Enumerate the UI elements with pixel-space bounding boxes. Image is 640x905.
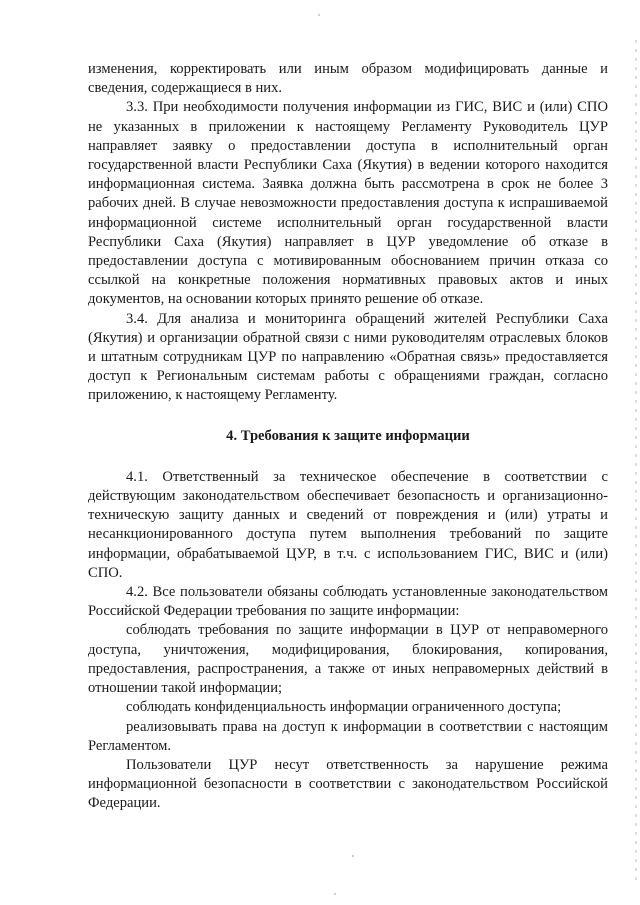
paragraph-3-3: 3.3. При необходимости получения информации из ГИС, ВИС и (или) СПО не указанных в приложении к настоящему Регламенту Руководитель ЦУР направляет заявку о предоставлении доступа в исполнительный орган государственной власти Республики Саха (Якутия) в ведении которого находится информационная система. Заявка должна быть рассмотрена в срок не более 3 рабочих дней. В случае невозможности предоставления доступа к испрашиваемой информационной системе исполнительный орган государственной власти Республики Саха (Якутия) направляет в ЦУР уведомление об отказе в предоставлении доступа с мотивированным обоснованием причин отказа со ссылкой на конкретные положения нормативных правовых актов и иных документов, на основании которых принято решение об отказе. (88, 99, 608, 308)
paragraph-4-1: 4.1. Ответственный за техническое обеспечение в соответствии с действующим законодательством обеспечивает безопасность и организационно-техническую защиту данных и сведений от повреждения и (или) утраты и несанкционированного доступа путем выполнения требований по защите информации, обрабатываемой ЦУР, в т.ч. с использованием ГИС, ВИС и (или) СПО. (88, 468, 608, 581)
requirement-item: реализовывать права на доступ к информации в соответствии с настоящим Регламентом. (88, 718, 608, 754)
scan-speck (334, 893, 336, 895)
section-title: 4. Требования к защите информации (226, 427, 470, 444)
paragraph-4-2: 4.2. Все пользователи обязаны соблюдать установленные законодательством Российской Федерации требования по защите информации: (88, 584, 608, 620)
document-body (88, 60, 608, 814)
paragraph-3-4: 3.4. Для анализа и мониторинга обращений жителей Республики Саха (Якутия) и организации обратной связи с ними руководителям отраслевых блоков и штатным сотрудникам ЦУР по направлению «Обратная связь» предоставляется доступ к Региональным системам работы с обращениями граждан, согласно приложению, к настоящему Регламенту. (88, 310, 608, 404)
scan-speck (352, 855, 354, 857)
requirement-item: соблюдать требования по защите информации в ЦУР от неправомерного доступа, уничтожения, модифицирования, блокирования, копирования, предоставления, распространения, а также от иных неправомерных действий в отношении такой информации; (88, 622, 608, 697)
paragraph-continuation: изменения, корректировать или иным образом модифицировать данные и сведения, содержащиеся в них. (88, 61, 608, 97)
scan-edge-artifact (635, 40, 637, 880)
responsibility-paragraph: Пользователи ЦУР несут ответственность за нарушение режима информационной безопасности в соответствии с законодательством Российской Федерации. (88, 756, 608, 812)
scan-speck (318, 14, 320, 16)
requirement-item: соблюдать конфиденциальность информации ограниченного доступа; (126, 699, 562, 716)
